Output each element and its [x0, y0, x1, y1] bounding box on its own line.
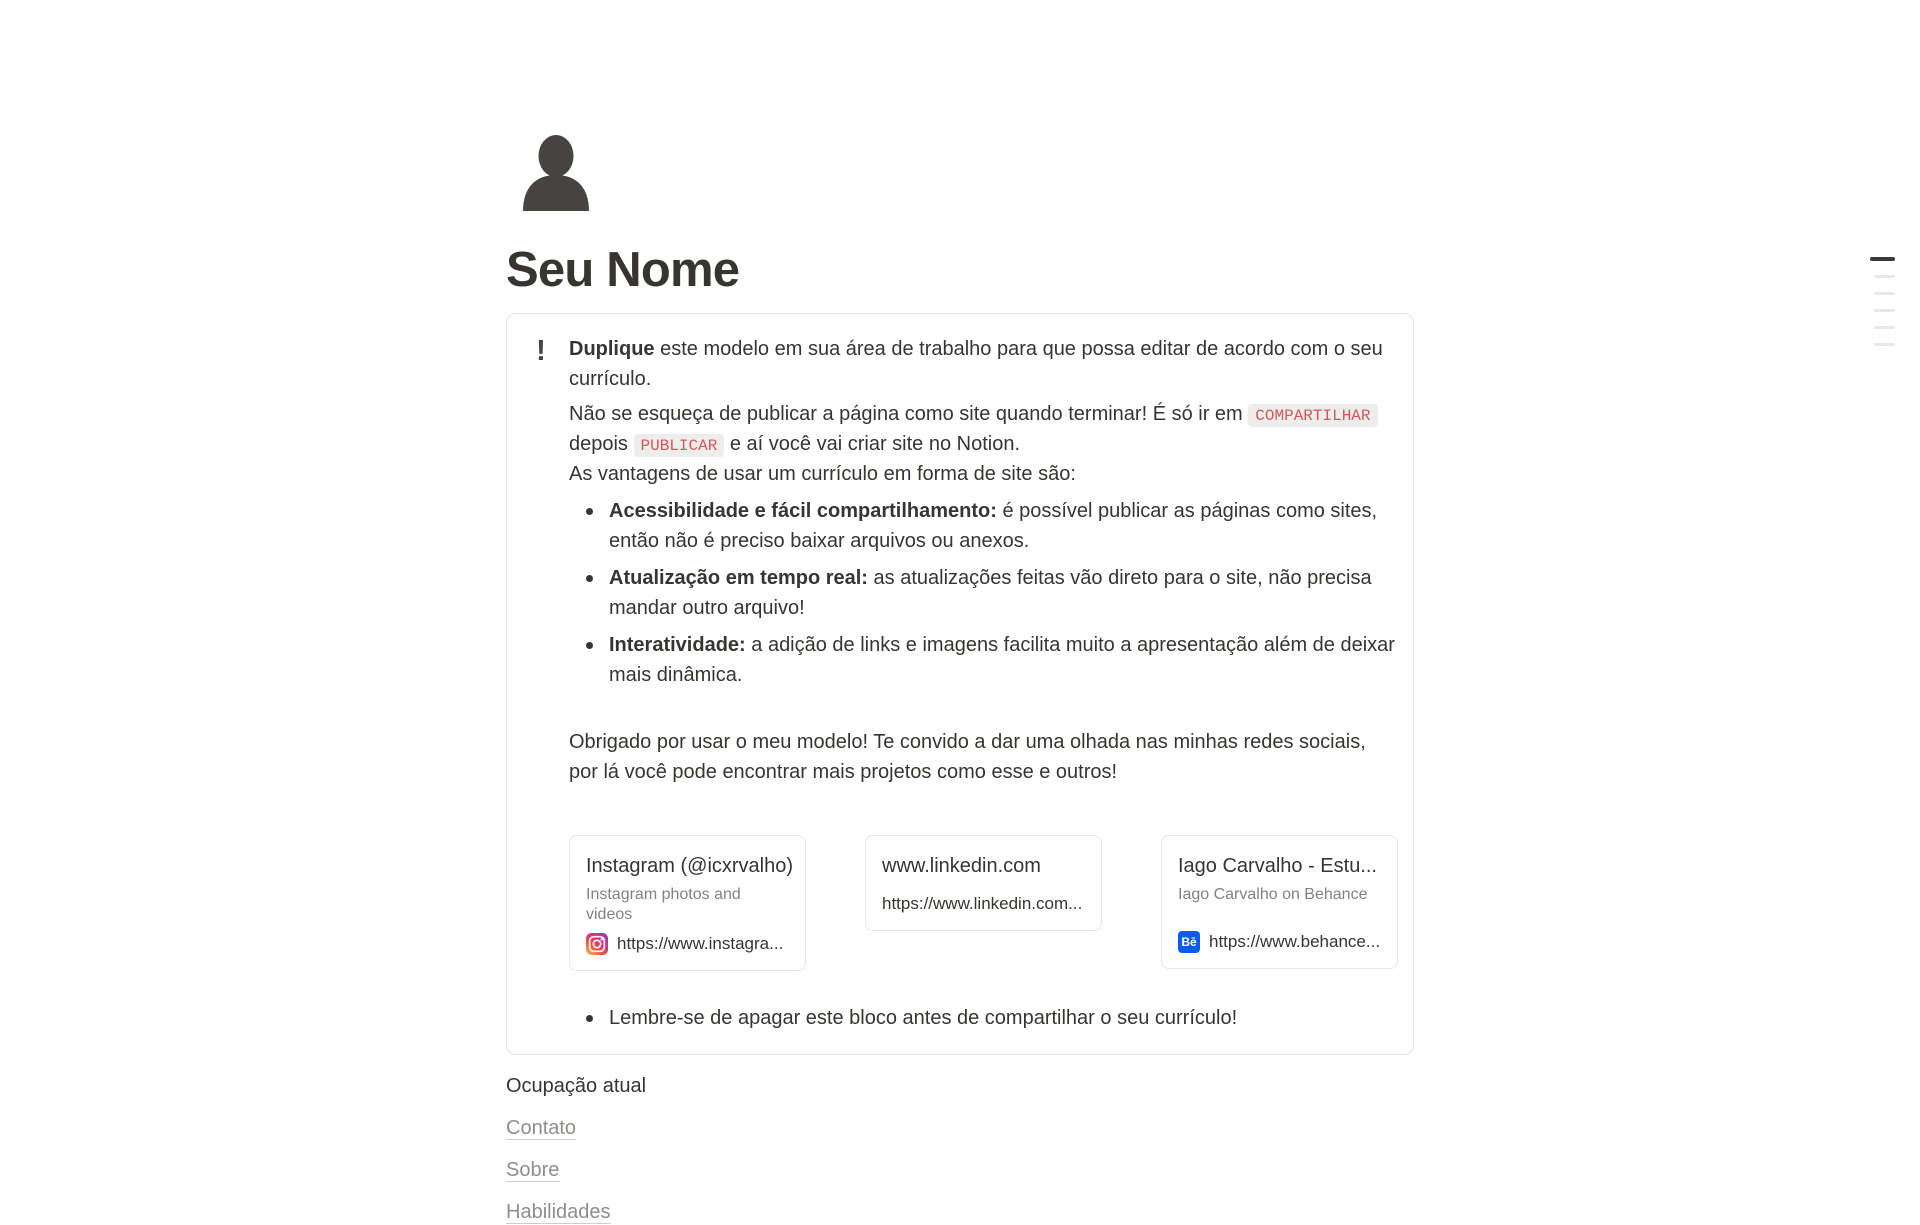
page-title: Seu Nome [506, 243, 740, 297]
code-badge-publicar: PUBLICAR [634, 434, 725, 457]
page-person-icon[interactable] [522, 135, 590, 211]
paragraph-text: este modelo em sua área de trabalho para que possa editar de acordo com o seu currículo. [569, 338, 1383, 390]
exclamation-icon: ! [536, 335, 546, 367]
list-item-text: a adição de links e imagens facilita muito a apresentação além de deixar mais dinâmica. [609, 634, 1395, 686]
section-link-sobre[interactable]: Sobre [506, 1159, 560, 1181]
bookmark-url-row [1178, 931, 1381, 953]
person-icon [522, 135, 590, 211]
callout-body [569, 334, 1398, 1040]
bookmark-cards-row [569, 835, 1398, 971]
list-item [569, 630, 1398, 690]
bold-lead: Interatividade: [609, 634, 746, 656]
bookmark-card-instagram[interactable] [569, 835, 806, 971]
section-heading-ocupacao: Ocupação atual [506, 1075, 647, 1097]
bookmark-title: Iago Carvalho - Estu... [1178, 855, 1377, 877]
paragraph-text: Não se esqueça de publicar a página como site quando terminar! É só ir em [569, 403, 1249, 425]
toc-bar[interactable] [1874, 309, 1895, 312]
bookmark-description: Iago Carvalho on Behance [1178, 886, 1368, 903]
bold-lead: Acessibilidade e fácil compartilhamento: [609, 500, 997, 522]
bookmark-url: https://www.behance... [1209, 932, 1381, 951]
bookmark-url: https://www.linkedin.com... [882, 894, 1083, 913]
bold-lead: Atualização em tempo real: [609, 567, 868, 589]
list-item [569, 563, 1398, 623]
toc-bar-active[interactable] [1870, 257, 1895, 261]
behance-icon: Bē [1178, 931, 1200, 953]
advantages-list [569, 496, 1398, 690]
code-badge-compartilhar: COMPARTILHAR [1248, 404, 1377, 427]
list-item [569, 496, 1398, 556]
empty-line [569, 697, 1398, 727]
bookmark-description: Instagram photos and videos [586, 886, 741, 923]
list-item [569, 1003, 1398, 1033]
list-item-text: é possível publicar as páginas como sites, então não é preciso baixar arquivos ou anexos. [609, 500, 1378, 552]
list-item-text: as atualizações feitas vão direto para o site, não precisa mandar outro arquivo! [609, 567, 1372, 619]
bookmark-card-behance[interactable] [1161, 835, 1398, 969]
bookmark-card-linkedin[interactable] [865, 835, 1102, 931]
callout-block [506, 313, 1414, 1055]
page-content [506, 0, 1414, 1225]
bold-lead: Duplique [569, 338, 655, 360]
bookmark-title: Instagram (@icxrvalho) [586, 855, 794, 877]
callout-paragraph-thanks: Obrigado por usar o meu modelo! Te convido a dar uma olhada nas minhas redes sociais, por lá você pode encontrar mais projetos como esse e outros! [569, 731, 1366, 783]
list-item-text: Lembre-se de apagar este bloco antes de compartilhar o seu currículo! [609, 1007, 1238, 1029]
bookmark-url: https://www.instagra... [617, 934, 784, 953]
bookmark-title: www.linkedin.com [882, 855, 1041, 877]
callout-paragraph-advantages: As vantagens de usar um currículo em forma de site são: [569, 463, 1076, 485]
paragraph-text: e aí você vai criar site no Notion. [724, 433, 1021, 455]
callout-paragraph-duplicate [569, 334, 1398, 394]
bookmark-url-row [882, 893, 1085, 915]
toc-bar[interactable] [1874, 292, 1895, 295]
bookmark-url-row [586, 933, 789, 955]
table-of-contents-indicator [1870, 257, 1895, 346]
paragraph-text: depois [569, 433, 634, 455]
callout-paragraph-publish [569, 399, 1398, 489]
sections-area [506, 1073, 1414, 1225]
instagram-icon [586, 933, 608, 955]
section-link-contato[interactable]: Contato [506, 1117, 577, 1139]
reminder-list [569, 1003, 1398, 1033]
toc-bar[interactable] [1874, 275, 1895, 278]
section-link-habilidades[interactable]: Habilidades [506, 1201, 611, 1223]
toc-bar[interactable] [1874, 326, 1895, 329]
toc-bar[interactable] [1874, 343, 1895, 346]
